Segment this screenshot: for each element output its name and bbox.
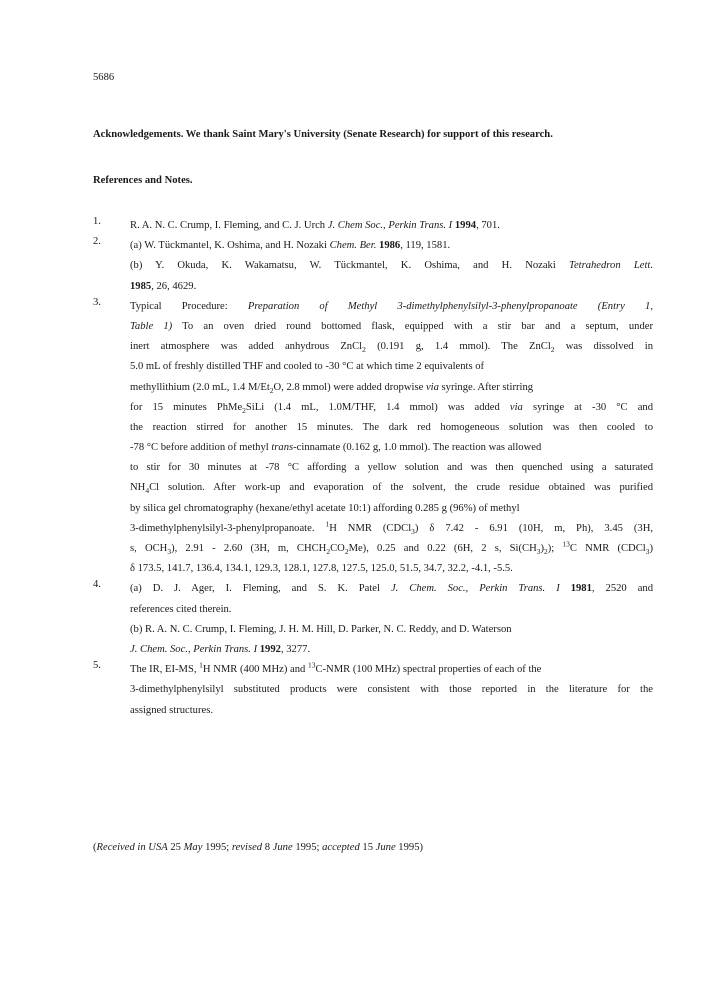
reference-5 (93, 660, 653, 721)
reference-1 (93, 216, 653, 236)
ref4a-authors: (a) D. J. Ager, I. Fleming, and S. K. Patel (130, 583, 391, 595)
ref2b-authors: (b) Y. Okuda, K. Wakamatsu, W. Tückmantel, K. Oshima, and H. Nozaki (130, 260, 570, 272)
ref2a-journal: Chem. Ber. (329, 240, 377, 252)
ref4b-journal: J. Chem. Soc., Perkin Trans. I (130, 643, 258, 655)
received-text: 1995; (202, 842, 232, 853)
ref5-text: H NMR (400 MHz) and (202, 664, 308, 676)
ref3-text: the reaction stirred for another 15 minutes. The dark red homogeneous solution was then cooled to (130, 421, 653, 433)
revised-label: revised (231, 842, 263, 853)
ref4a-journal: J. Chem. Soc., Perkin Trans. I (390, 583, 560, 595)
subscript: 3 (167, 547, 172, 557)
ref3-procedure-title: Preparation of Methyl 3-dimethylphenylsilyl-3-phenylpropanoate (Entry 1, (247, 300, 653, 312)
reference-4 (93, 579, 653, 660)
ref3-text: by silica gel chromatography (hexane/ethyl acetate 10:1) affording 0.285 g (96%) of methyl (130, 502, 520, 514)
received-text: 8 (262, 842, 273, 853)
ref3-text: ), 2.91 - 2.60 (3H, m, CHCH (171, 543, 327, 554)
reference-number: 1. (93, 216, 101, 227)
ref2b-journal: Tetrahedron Lett. (569, 260, 653, 272)
references-heading: References and Notes. (93, 175, 193, 186)
reference-number: 3. (93, 296, 101, 308)
received-text: 25 (167, 842, 184, 853)
ref2a-pages: , 119, 1581. (400, 240, 451, 252)
subscript: 2 (242, 405, 246, 415)
ref5-text: 3-dimethylphenylsilyl substituted products were consistent with those reported in the literature for the (130, 684, 653, 696)
received-text: 1995) (395, 842, 424, 853)
ref3-text: CO (330, 543, 345, 554)
ref3-text: ) δ 7.42 - 6.91 (10H, m, Ph), 3.45 (3H, (414, 522, 653, 534)
ref3-text: methyllithium (2.0 mL, 1.4 M/Et (130, 381, 270, 393)
ref3-trans: trans (271, 442, 294, 454)
subscript: 2 (550, 345, 555, 355)
ref3-text: C NMR (CDCl (569, 543, 646, 554)
ref4b-authors: (b) R. A. N. C. Crump, I. Fleming, J. H. M. Hill, D. Parker, N. C. Reddy, and D. Waterson (130, 623, 512, 635)
ref3-text: Cl solution. After work-up and evaporation of the solvent, the crude residue obtained was purified (149, 482, 653, 494)
ref1-authors: R. A. N. C. Crump, I. Fleming, and C. J. Urch (130, 220, 328, 231)
received-dates (93, 842, 423, 853)
ref4a-continuation: references cited therein. (130, 603, 232, 615)
subscript: 2 (326, 547, 331, 557)
ref3-table-ref: Table 1) (130, 320, 173, 332)
subscript: 2 (269, 385, 274, 395)
revised-month: June (272, 842, 293, 853)
reference-3 (93, 297, 653, 580)
accepted-month: June (375, 842, 396, 853)
ref1-journal: J. Chem Soc., Perkin Trans. I (327, 220, 453, 231)
subscript: 2 (344, 547, 349, 557)
ref3-text: was dissolved in (554, 341, 653, 353)
accepted-label: accepted (322, 842, 360, 853)
ref3-text: SiLi (1.4 mL, 1.0M/THF, 1.4 mmol) was added (245, 401, 510, 413)
references-list (93, 216, 653, 721)
acknowledgements (93, 129, 653, 140)
ref3-text: for 15 minutes PhMe (130, 401, 243, 413)
subscript: 3 (645, 547, 650, 557)
ref3-text: NH (130, 482, 146, 494)
superscript: 1 (325, 519, 330, 529)
ref3-text: s, OCH (130, 543, 168, 554)
subscript: 2 (362, 345, 366, 355)
superscript: 13 (307, 660, 316, 670)
reference-number: 5. (93, 660, 101, 672)
ref3-text: 3-dimethylphenylsilyl-3-phenylpropanoate. (130, 522, 326, 534)
ref3-text: ) (540, 543, 544, 554)
ref3-text: syringe. After stirring (438, 381, 534, 393)
ref3-text: Me), 0.25 and 0.22 (6H, 2 s, Si(CH (348, 543, 537, 554)
ref4a-year: 1981 (559, 583, 592, 595)
acknowledgements-heading: Acknowledgements. (93, 129, 184, 140)
ref4b-year: 1992 (257, 643, 281, 655)
ref2b-pages: , 26, 4629. (151, 280, 197, 292)
received-label: Received in USA (96, 842, 168, 853)
received-text: 1995; (292, 842, 323, 853)
ref3-text: syringe at -30 °C and (522, 401, 653, 413)
ref1-pages: , 701. (476, 220, 500, 231)
subscript: 3 (411, 526, 415, 536)
ref3-text: 5.0 mL of freshly distilled THF and cooled to -30 °C at which time 2 equivalents of (130, 361, 485, 373)
ref3-via: via (509, 401, 523, 413)
ref3-text: -78 °C before addition of methyl (130, 442, 272, 454)
received-month: May (183, 842, 203, 853)
ref3-text: to stir for 30 minutes at -78 °C affording a yellow solution and was then quenched using a saturated (130, 462, 653, 474)
ref2b-year: 1985 (130, 280, 152, 292)
ref3-text: Typical Procedure: (130, 300, 248, 312)
ref3-text: To an oven dried round bottomed flask, equipped with a stir bar and a septum, under (172, 320, 653, 332)
page-number: 5686 (93, 72, 115, 83)
ref4a-pages: , 2520 and (591, 583, 653, 595)
ref3-text: O, 2.8 mmol) were added dropwise (273, 381, 426, 393)
superscript: 1 (199, 660, 203, 670)
subscript: 2 (544, 547, 548, 557)
ref5-text: C-NMR (100 MHz) spectral properties of each of the (315, 664, 542, 676)
acknowledgements-text: We thank Saint Mary's University (Senate Research) for support of this research. (183, 129, 553, 140)
ref5-text: The IR, EI-MS, (130, 664, 200, 676)
ref3-text: inert atmosphere was added anhydrous ZnCl (130, 341, 363, 353)
ref3-text: δ 173.5, 141.7, 136.4, 134.1, 129.3, 128.1, 127.8, 127.5, 125.0, 51.5, 34.7, 32.2, -4.1, -5.5. (130, 563, 513, 575)
superscript: 13 (562, 539, 570, 549)
received-text: 15 (359, 842, 376, 853)
ref3-via: via (425, 381, 439, 393)
ref3-text: (0.191 g, 1.4 mmol). The ZnCl (365, 341, 551, 353)
ref3-text: ); (547, 543, 563, 554)
ref2a-year: 1986 (376, 240, 401, 252)
received-text: ( (93, 842, 97, 853)
subscript: 4 (145, 486, 150, 496)
reference-2 (93, 236, 653, 297)
reference-number: 4. (93, 579, 101, 591)
ref3-text: -cinnamate (0.162 g, 1.0 mmol). The reaction was allowed (293, 442, 542, 454)
ref5-text: assigned structures. (130, 704, 213, 716)
reference-number: 2. (93, 236, 101, 248)
subscript: 3 (536, 547, 541, 557)
ref3-text: H NMR (CDCl (329, 522, 412, 534)
ref2a-authors: (a) W. Tückmantel, K. Oshima, and H. Nozaki (130, 240, 330, 252)
ref3-text: ) (649, 543, 653, 554)
ref4b-pages: , 3277. (280, 643, 311, 655)
ref1-year: 1994 (452, 220, 477, 231)
